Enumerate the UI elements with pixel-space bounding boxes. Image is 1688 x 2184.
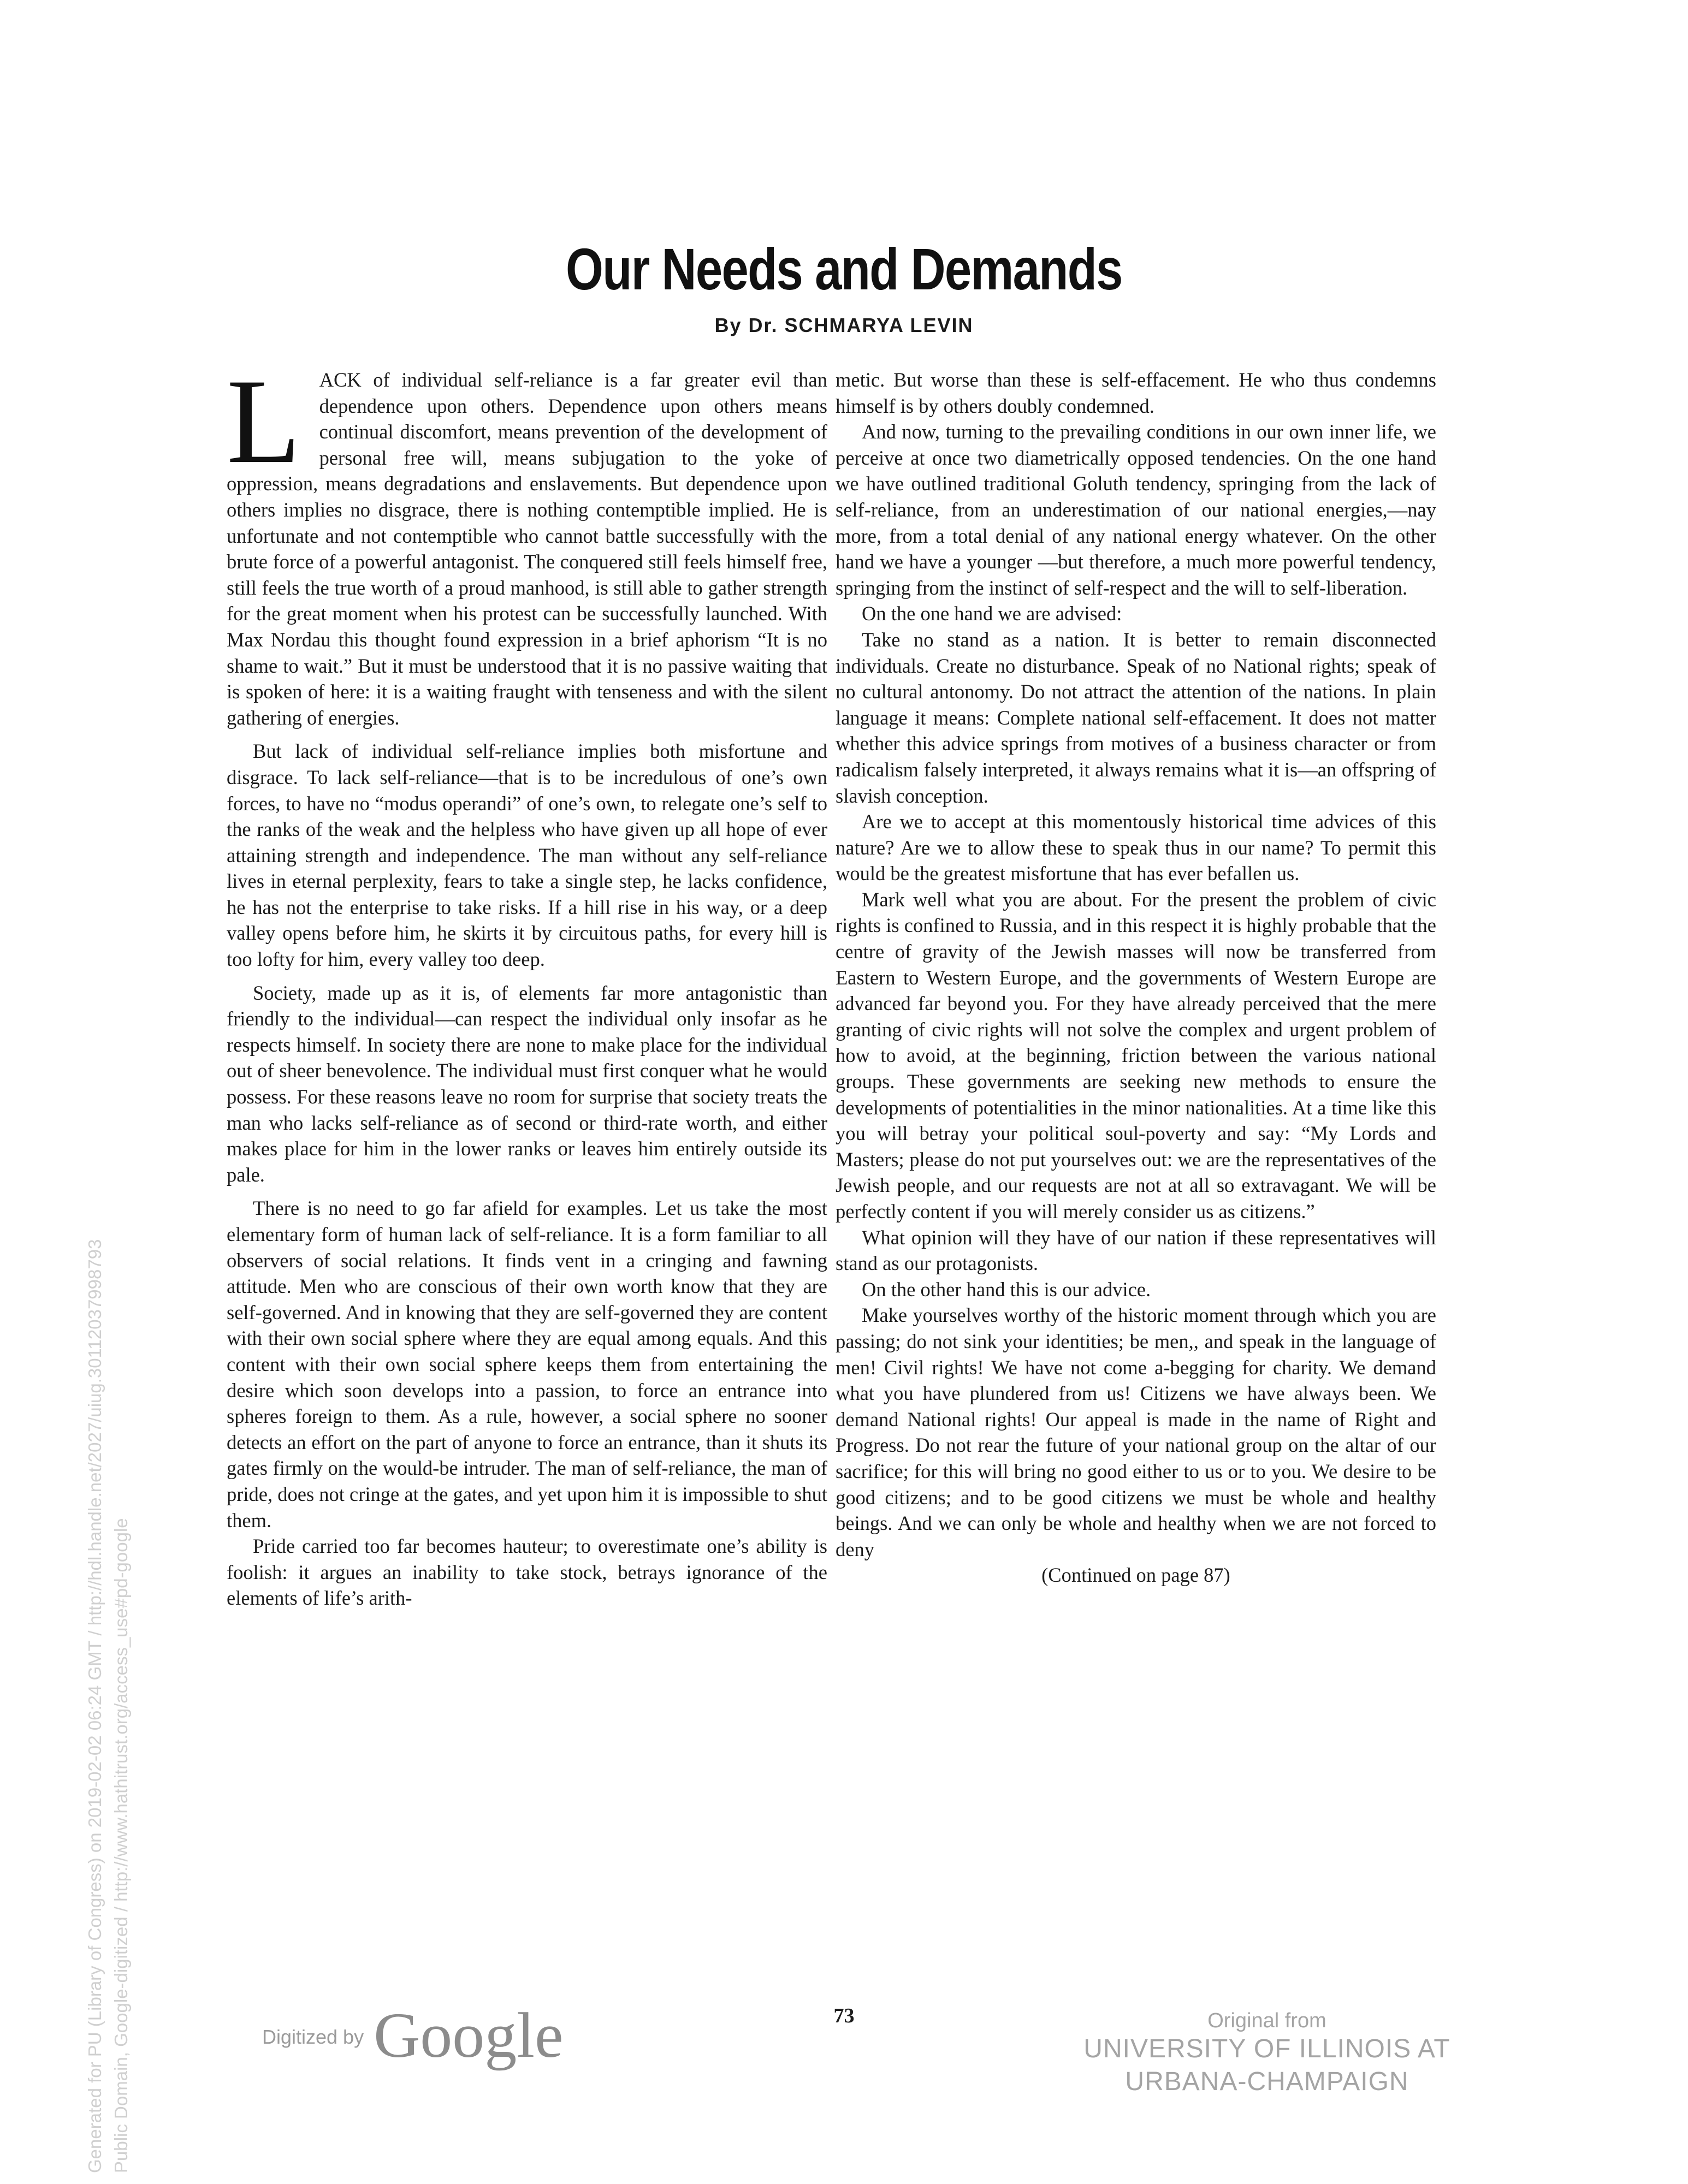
paragraph: On the other hand this is our advice. — [862, 1278, 1151, 1301]
page-number: 73 — [833, 2004, 855, 2027]
paragraph: metic. But worse than these is self-effacement. He who thus condemns himself is by others doubly condemned. — [836, 369, 1436, 417]
article-title: Our Needs and Demands — [566, 236, 1122, 302]
paragraph: Are we to accept at this momentously historical time advices of this nature? Are we to allow these to speak thus in our name? To permit this would be the greatest misfortune that has ever befallen us. — [836, 810, 1436, 885]
paragraph — [227, 354, 827, 731]
digitized-by-label: Digitized by — [262, 2026, 364, 2048]
digitized-by-google — [262, 1998, 563, 2073]
paragraph: But lack of individual self-reliance implies both misfortune and disgrace. To lack self-reliance—that is to be incredulous of one’s own forces, to have no “modus operandi” of one’s own, to relegate one’s self to the ranks of the weak and the helpless who have given up all hope of ever attaining strength and independence. The man without any self-reliance lives in eternal perplexity, fears to take a single step, he lacks confidence, he has not the enterprise to take risks. If a hill rise in his way, or a deep valley opens before him, he skirts it by circuitous paths, for every hill is too lofty for him, every valley too deep. — [227, 740, 827, 971]
original-from — [1059, 2009, 1474, 2098]
paragraph: And now, turning to the prevailing conditions in our own inner life, we perceive at once two diametrically opposed tendencies. On the one hand we have outlined traditional Goluth tendency, springing from the lack of self-reliance, from an underestimation of our national energies,—nay more, from a total denial of any national energy whatever. On the other hand we have a younger —but therefore, a much more powerful tendency, springing from the instinct of self-respect and the will to self-liberation. — [836, 420, 1436, 599]
watermark-line: Generated for PU (Library of Congress) on 2019-02-02 06:24 GMT / http://hdl.handle.net/2027/uiug.30112037998793 — [85, 1239, 105, 2173]
original-from-label: Original from — [1207, 2009, 1326, 2032]
institution-line: UNIVERSITY OF ILLINOIS AT — [1083, 2034, 1450, 2063]
article-byline: By Dr. SCHMARYA LEVIN — [714, 314, 974, 336]
right-column — [836, 367, 1436, 1588]
paragraph: Make yourselves worthy of the historic moment through which you are passing; do not sink your identities; be men,, and speak in the language of men! Civil rights! We have not come a-begging for charity. We demand what you have plundered from us! Citizens we have always been. We demand National rights! Our appeal is made in the name of Right and Progress. Do not rear the future of your national group on the altar of our sacrifice; for this will bring no good either to us or to you. We desire to be good citizens; and to be good citizens we must be whole and healthy beings. And we can only be whole and healthy when we are not forced to deny — [836, 1304, 1436, 1560]
paragraph: Mark well what you are about. For the present the problem of civic rights is confined to Russia, and in this respect it is highly probable that the centre of gravity of the Jewish masses will now be transferred from Eastern to Western Europe, and the governments of Western Europe are advanced far beyond you. For they have already perceived that the mere granting of civic rights will not solve the complex and urgent problem of how to avoid, at the beginning, friction between the various national groups. These governments are seeking new methods to ensure the developments of potentialities in the minor nationalities. At a time like this you will betray your political soul-poverty and say: “My Lords and Masters; please do not put yourselves out: we are the representatives of the Jewish people, and our requests are not at all so extravagant. We will be perfectly content if you will merely consider us as citizens.” — [836, 888, 1436, 1222]
paragraph: Society, made up as it is, of elements far more antagonistic than friendly to the individual—can respect the individual only insofar as he respects himself. In society there are none to make place for the individual out of sheer benevolence. The individual must first conquer what he would possess. For these reasons leave no room for surprise that society treats the man who lacks self-reliance as of second or third-rate worth, and either makes place for him in the lower ranks or leaves him entirely outside its pale. — [227, 981, 827, 1186]
paragraph: There is no need to go far afield for examples. Let us take the most elementary form of human lack of self-reliance. It is a form familiar to all observers of social relations. It finds vent in a cringing and fawning attitude. Men who are conscious of their own worth know that they are self-governed. And in knowing that they are self-governed they are content with their own social sphere where they are equal among equals. And this content with their own social sphere keeps them from entertaining the desire which soon develops into a passion, to force an entrance into spheres foreign to them. As a rule, however, a social sphere no sooner detects an effort on the part of anyone to force an entrance, than it shuts its gates firmly on the would-be intruder. The man of self-reliance, the man of pride, does not cringe at the gates, and yet upon him it is impossible to shut them. — [227, 1197, 827, 1532]
left-column — [227, 354, 827, 1611]
paragraph: Pride carried too far becomes hauteur; to overestimate one’s ability is foolish: it argues an inability to take stock, betrays ignorance of the elements of life’s arith- — [227, 1535, 827, 1610]
watermark-line: Public Domain, Google-digitized / http://www.hathitrust.org/access_use#pd-google — [111, 1518, 131, 2173]
google-logo: Google — [374, 1999, 564, 2071]
paragraph: What opinion will they have of our nation if these representatives will stand as our protagonists. — [836, 1226, 1436, 1275]
institution-line: URBANA-CHAMPAIGN — [1125, 2067, 1409, 2096]
continued-note: (Continued on page 87) — [1041, 1564, 1230, 1587]
side-watermark — [82, 753, 134, 2173]
drop-cap: L — [227, 354, 301, 489]
paragraph-text: ACK of individual self-reliance is a far greater evil than dependence upon others. Dependence upon others means continual discomfort, means prevention of the development of personal free will, means subjugation to the yoke of oppression, means degradations and enslavements. But dependence upon others implies no disgrace, there is nothing contemptible implied. He is unfortunate and not contemptible who cannot battle successfully with the brute force of a powerful antagonist. The conquered still feels himself free, still feels the true worth of a proud manhood, is still able to gather strength for the great moment when his protest can be successfully launched. With Max Nordau this thought found expression in a brief aphorism “It is no shame to wait.” But it must be understood that it is no passive waiting that is spoken of here: it is a waiting fraught with tenseness and with the silent gathering of energies. — [227, 369, 827, 729]
paragraph: Take no stand as a nation. It is better to remain disconnected individuals. Create no disturbance. Speak of no National rights; speak of no cultural antonomy. Do not attract the attention of the nations. In plain language it means: Complete national self-effacement. It does not matter whether this advice springs from motives of a business character or from radicalism falsely interpreted, it always remains what it is—an offspring of slavish conception. — [836, 628, 1436, 807]
paragraph: On the one hand we are advised: — [862, 602, 1122, 625]
